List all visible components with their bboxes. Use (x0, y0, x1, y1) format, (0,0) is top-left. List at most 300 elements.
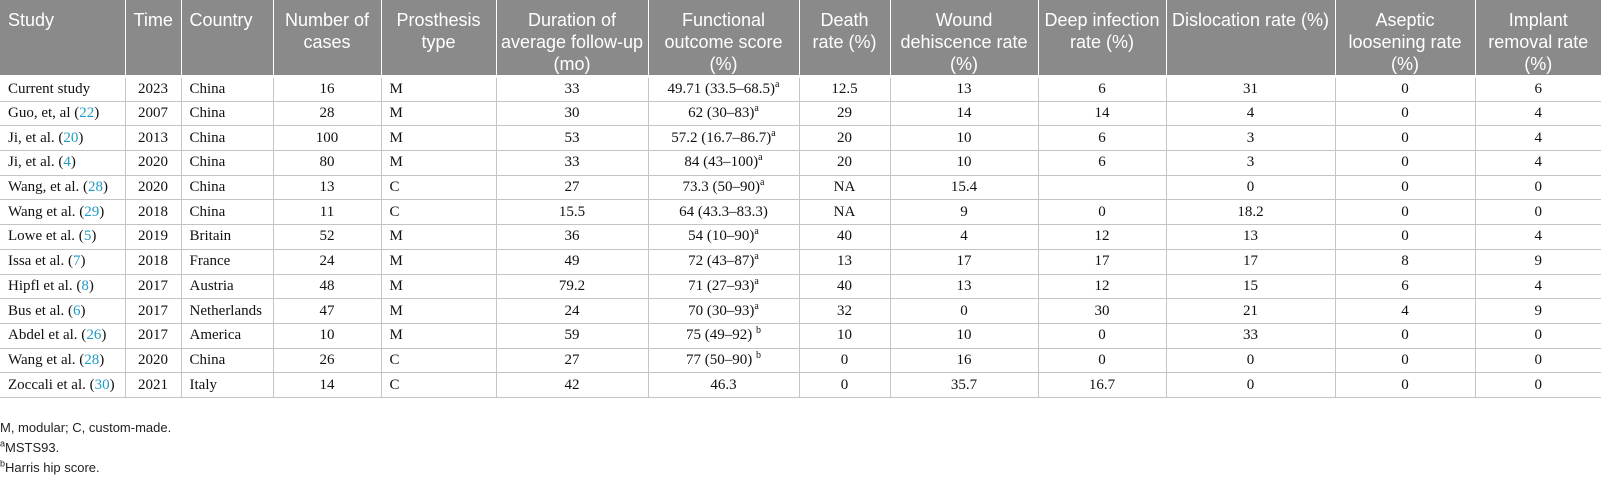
header-score: Functional outcome score (%) (648, 0, 799, 77)
study-name: Hipfl et al. ( (8, 277, 82, 294)
table-row (0, 151, 1601, 176)
cell-dislocation (1166, 225, 1335, 250)
footnote-marker: a (754, 226, 759, 238)
cell-cases-value: 26 (319, 351, 335, 368)
cell-removal-value: 0 (1534, 327, 1542, 344)
cell-country (181, 200, 273, 225)
cell-followup-value: 49 (564, 253, 580, 270)
footnote-text: MSTS93. (5, 440, 60, 455)
cell-removal (1475, 77, 1601, 102)
cell-country-value: Italy (189, 376, 217, 393)
footnote-marker: a (0, 438, 6, 449)
cell-dislocation (1166, 200, 1335, 225)
cell-cases-value: 16 (319, 80, 335, 97)
cell-infection-value: 16.7 (1088, 376, 1116, 393)
cell-country (181, 274, 273, 299)
cell-dislocation (1166, 249, 1335, 274)
cell-time-value: 2019 (138, 228, 168, 245)
cell-score-value: 57.2 (16.7–86.7) (671, 129, 772, 146)
cell-wound (890, 249, 1038, 274)
cell-time-value: 2020 (138, 179, 168, 196)
cell-time (125, 225, 181, 250)
reference-link[interactable]: 26 (86, 327, 102, 344)
cell-loosening (1335, 126, 1475, 151)
cell-wound (890, 200, 1038, 225)
header-row (0, 0, 1601, 77)
cell-type-value: C (389, 179, 400, 196)
reference-link[interactable]: 8 (81, 277, 89, 294)
cell-cases-value: 48 (319, 277, 335, 294)
cell-infection (1038, 299, 1166, 324)
cell-cases (273, 200, 381, 225)
cell-wound (890, 299, 1038, 324)
cell-type (381, 126, 496, 151)
cell-type-value: M (389, 253, 403, 270)
reference-link[interactable]: 30 (94, 376, 110, 393)
cell-removal-value: 4 (1534, 129, 1542, 146)
cell-death (799, 101, 890, 126)
cell-type (381, 151, 496, 176)
reference-link[interactable]: 6 (73, 302, 81, 319)
cell-infection (1038, 101, 1166, 126)
cell-removal (1475, 373, 1601, 398)
cell-type-value: C (389, 351, 400, 368)
cell-score (648, 200, 799, 225)
cell-time (125, 101, 181, 126)
study-name: Bus et al. ( (8, 302, 73, 319)
cell-infection-value: 12 (1094, 228, 1110, 245)
reference-link[interactable]: 7 (72, 253, 81, 270)
header-loosening: Aseptic loosening rate (%) (1335, 0, 1475, 77)
cell-loosening-value: 0 (1401, 228, 1409, 245)
study-name: Abdel et al. ( (8, 327, 87, 344)
cell-infection (1038, 225, 1166, 250)
cell-wound-value: 16 (956, 351, 972, 368)
cell-death (799, 200, 890, 225)
cell-removal-value: 0 (1534, 376, 1542, 393)
cell-score (648, 299, 799, 324)
cell-removal (1475, 101, 1601, 126)
cell-dislocation (1166, 101, 1335, 126)
cell-death (799, 373, 890, 398)
cell-death (799, 151, 890, 176)
cell-death-value: 32 (837, 302, 852, 319)
cell-cases-value: 47 (319, 302, 335, 319)
study-name: Guo, et, al ( (8, 105, 80, 122)
cell-removal (1475, 225, 1601, 250)
cell-type-value: M (389, 129, 403, 146)
cell-score-value: 75 (49–92) (686, 327, 756, 344)
cell-infection (1038, 323, 1166, 348)
study-name: Ji, et al. ( (8, 129, 64, 146)
cell-infection-value: 14 (1094, 105, 1110, 122)
study-name: Current study (8, 80, 91, 97)
cell-removal (1475, 274, 1601, 299)
cell-cases-value: 13 (319, 179, 335, 196)
cell-time (125, 299, 181, 324)
cell-dislocation-value: 4 (1246, 105, 1255, 122)
cell-loosening-value: 0 (1401, 203, 1409, 220)
cell-wound (890, 373, 1038, 398)
cell-death (799, 225, 890, 250)
cell-cases (273, 126, 381, 151)
footnote-marker: a (760, 177, 765, 189)
cell-cases-value: 11 (319, 203, 335, 220)
table-row (0, 77, 1601, 102)
footnote (0, 458, 171, 478)
reference-link[interactable]: 4 (63, 154, 71, 171)
cell-removal-value: 4 (1534, 228, 1542, 245)
cell-loosening (1335, 200, 1475, 225)
cell-wound (890, 101, 1038, 126)
cell-loosening-value: 6 (1401, 277, 1409, 294)
cell-loosening (1335, 323, 1475, 348)
cell-type (381, 373, 496, 398)
cell-cases (273, 323, 381, 348)
cell-infection (1038, 348, 1166, 373)
cell-wound-value: 9 (960, 203, 968, 220)
cell-followup-value: 53 (564, 129, 580, 146)
cell-followup-value: 30 (564, 105, 580, 122)
cell-wound (890, 175, 1038, 200)
cell-infection (1038, 373, 1166, 398)
cell-dislocation-value: 17 (1243, 253, 1258, 270)
cell-country (181, 323, 273, 348)
cell-wound (890, 77, 1038, 102)
cell-wound-value: 4 (960, 228, 968, 245)
cell-infection (1038, 77, 1166, 102)
cell-country-value: China (189, 203, 226, 220)
cell-wound-value: 35.7 (950, 376, 978, 393)
cell-followup (496, 126, 648, 151)
cell-followup-value: 24 (564, 302, 580, 319)
cell-followup (496, 151, 648, 176)
reference-link[interactable]: 28 (84, 351, 100, 368)
cell-dislocation-value: 0 (1246, 376, 1255, 393)
table-row (0, 225, 1601, 250)
cell-study: Issa et al. (7) (0, 249, 125, 274)
cell-country (181, 101, 273, 126)
cell-country-value: Britain (189, 228, 232, 245)
cell-loosening-value: 0 (1401, 129, 1409, 146)
footnote-marker: a (758, 152, 763, 164)
cell-study: Lowe et al. (5) (0, 225, 125, 250)
cell-cases-value: 24 (319, 253, 335, 270)
table-row (0, 299, 1601, 324)
cell-wound-value: 13 (956, 277, 972, 294)
cell-infection (1038, 175, 1166, 200)
cell-wound-value: 14 (956, 105, 972, 122)
cell-cases (273, 77, 381, 102)
cell-time (125, 175, 181, 200)
cell-time (125, 348, 181, 373)
header-dislocation: Dislocation rate (%) (1166, 0, 1335, 77)
cell-death-value: 12.5 (831, 80, 858, 97)
cell-infection-value: 6 (1098, 80, 1106, 97)
cell-type (381, 101, 496, 126)
cell-score-value: 84 (43–100) (684, 154, 759, 171)
header-type: Prosthesis type (381, 0, 496, 77)
cell-death (799, 249, 890, 274)
cell-followup-value: 42 (564, 376, 580, 393)
cell-time-value: 2018 (138, 253, 168, 270)
cell-loosening (1335, 175, 1475, 200)
cell-score-value: 49.71 (33.5–68.5) (667, 80, 776, 97)
cell-loosening (1335, 101, 1475, 126)
footnote-marker: b (756, 349, 761, 361)
cell-score-value: 70 (30–93) (688, 302, 755, 319)
cell-dislocation (1166, 348, 1335, 373)
cell-cases (273, 175, 381, 200)
cell-dislocation (1166, 77, 1335, 102)
cell-dislocation-value: 13 (1243, 228, 1258, 245)
cell-type-value: M (389, 154, 403, 171)
cell-followup (496, 77, 648, 102)
cell-infection (1038, 151, 1166, 176)
footnote-marker: b (0, 458, 6, 469)
cell-type (381, 348, 496, 373)
cell-score (648, 373, 799, 398)
cell-score-value: 46.3 (710, 376, 737, 393)
reference-link[interactable]: 22 (79, 105, 95, 122)
cell-country-value: France (189, 253, 231, 270)
cell-wound (890, 348, 1038, 373)
cell-cases-value: 80 (319, 154, 335, 171)
cell-removal-value: 0 (1534, 351, 1542, 368)
cell-study: Ji, et al. (20) (0, 126, 125, 151)
cell-score-value: 62 (30–83) (688, 105, 755, 122)
reference-link[interactable]: 20 (63, 129, 79, 146)
cell-cases-value: 28 (319, 105, 335, 122)
header-wound: Wound dehiscence rate (%) (890, 0, 1038, 77)
cell-type-value: C (389, 203, 400, 220)
cell-country-value: Austria (189, 277, 234, 294)
cell-country (181, 151, 273, 176)
cell-wound (890, 323, 1038, 348)
reference-link[interactable]: 29 (84, 203, 100, 220)
cell-infection (1038, 274, 1166, 299)
cell-country (181, 249, 273, 274)
cell-loosening-value: 0 (1401, 179, 1409, 196)
header-study: Study (0, 0, 125, 77)
table-body (0, 77, 1601, 398)
cell-country (181, 299, 273, 324)
cell-type (381, 323, 496, 348)
cell-time (125, 77, 181, 102)
cell-time-value: 2020 (138, 154, 168, 171)
cell-wound (890, 151, 1038, 176)
footnote-marker: a (754, 275, 759, 287)
cell-cases (273, 151, 381, 176)
cell-type (381, 249, 496, 274)
cell-country-value: China (189, 129, 226, 146)
cell-country-value: America (189, 327, 242, 344)
cell-loosening (1335, 373, 1475, 398)
study-name: Wang et al. ( (8, 351, 85, 368)
cell-study: Zoccali et al. (30) (0, 373, 125, 398)
header-time: Time (125, 0, 181, 77)
cell-removal-value: 4 (1534, 277, 1542, 294)
cell-followup-value: 59 (564, 327, 580, 344)
table-row (0, 373, 1601, 398)
cell-time-value: 2017 (138, 277, 168, 294)
header-cases: Number of cases (273, 0, 381, 77)
cell-followup (496, 373, 648, 398)
cell-dislocation-value: 0 (1246, 179, 1255, 196)
cell-followup (496, 225, 648, 250)
cell-time-value: 2020 (138, 351, 168, 368)
cell-infection-value: 6 (1098, 154, 1106, 171)
cell-study: Wang, et al. (28) (0, 175, 125, 200)
cell-removal (1475, 323, 1601, 348)
cell-score (648, 348, 799, 373)
cell-score (648, 101, 799, 126)
cell-score-value: 64 (43.3–83.3) (679, 203, 768, 220)
cell-study: Hipfl et al. (8) (0, 274, 125, 299)
cell-loosening (1335, 151, 1475, 176)
cell-score-value: 72 (43–87) (688, 253, 755, 270)
cell-type-value: M (389, 277, 403, 294)
cell-study: Wang et al. (29) (0, 200, 125, 225)
study-name: Wang et al. ( (8, 203, 85, 220)
cell-dislocation-value: 3 (1246, 154, 1255, 171)
cell-study: Wang et al. (28) (0, 348, 125, 373)
cell-wound (890, 126, 1038, 151)
header-death: Death rate (%) (799, 0, 890, 77)
cell-followup-value: 36 (564, 228, 580, 245)
cell-death (799, 126, 890, 151)
cell-removal-value: 4 (1534, 154, 1542, 171)
cell-cases (273, 225, 381, 250)
cell-infection-value: 17 (1094, 253, 1110, 270)
cell-followup (496, 323, 648, 348)
cell-loosening-value: 0 (1401, 80, 1409, 97)
cell-removal (1475, 175, 1601, 200)
header-infection: Deep infection rate (%) (1038, 0, 1166, 77)
reference-link[interactable]: 5 (83, 228, 92, 245)
cell-removal-value: 9 (1534, 253, 1542, 270)
cell-dislocation (1166, 175, 1335, 200)
cell-followup-value: 27 (564, 179, 580, 196)
cell-cases-value: 14 (319, 376, 335, 393)
cell-wound-value: 10 (956, 327, 972, 344)
cell-type (381, 225, 496, 250)
header-country: Country (181, 0, 273, 77)
cell-country-value: Netherlands (189, 302, 262, 319)
cell-type-value: C (389, 376, 400, 393)
cell-removal (1475, 200, 1601, 225)
cell-study: Abdel et al. (26) (0, 323, 125, 348)
cell-loosening (1335, 249, 1475, 274)
cell-death (799, 348, 890, 373)
cell-cases (273, 249, 381, 274)
study-name: Ji, et al. ( (8, 154, 64, 171)
cell-country-value: China (189, 105, 226, 122)
cell-score (648, 323, 799, 348)
cell-dislocation (1166, 126, 1335, 151)
cell-dislocation-value: 31 (1243, 80, 1258, 97)
cell-removal-value: 4 (1534, 105, 1542, 122)
cell-loosening (1335, 299, 1475, 324)
cell-dislocation (1166, 274, 1335, 299)
cell-loosening-value: 0 (1401, 154, 1409, 171)
table-row (0, 323, 1601, 348)
cell-dislocation-value: 33 (1243, 327, 1258, 344)
cell-infection-value: 30 (1094, 302, 1110, 319)
cell-removal (1475, 299, 1601, 324)
cell-removal (1475, 151, 1601, 176)
cell-dislocation-value: 21 (1243, 302, 1258, 319)
cell-time (125, 151, 181, 176)
footnote-text: M, modular; C, custom-made. (0, 420, 172, 435)
cell-type-value: M (389, 228, 403, 245)
cell-cases (273, 299, 381, 324)
cell-infection (1038, 126, 1166, 151)
footnote-marker: a (754, 103, 759, 115)
cell-country (181, 225, 273, 250)
cell-death-value: 20 (837, 129, 852, 146)
cell-loosening (1335, 274, 1475, 299)
cell-type (381, 200, 496, 225)
cell-score (648, 151, 799, 176)
footnote (0, 438, 171, 458)
cell-death-value: 40 (837, 277, 852, 294)
cell-removal-value: 9 (1534, 302, 1542, 319)
cell-death (799, 299, 890, 324)
table-row (0, 200, 1601, 225)
cell-score (648, 175, 799, 200)
cell-type (381, 77, 496, 102)
cell-loosening (1335, 77, 1475, 102)
cell-wound-value: 13 (956, 80, 972, 97)
cell-time-value: 2023 (138, 80, 168, 97)
table-row (0, 348, 1601, 373)
cell-death (799, 175, 890, 200)
cell-study: Ji, et al. (4) (0, 151, 125, 176)
cell-dislocation-value: 15 (1243, 277, 1258, 294)
reference-link[interactable]: 28 (88, 179, 104, 196)
cell-infection (1038, 249, 1166, 274)
cell-time (125, 249, 181, 274)
cell-time-value: 2007 (138, 105, 168, 122)
cell-wound-value: 15.4 (950, 179, 978, 196)
footnote-marker: a (754, 251, 759, 263)
cell-death-value: 0 (840, 351, 849, 368)
cell-followup-value: 79.2 (558, 277, 586, 294)
cell-loosening-value: 0 (1401, 327, 1409, 344)
cell-dislocation (1166, 151, 1335, 176)
cell-followup-value: 33 (564, 154, 580, 171)
cell-followup-value: 33 (564, 80, 580, 97)
cell-followup (496, 348, 648, 373)
cell-time-value: 2013 (138, 129, 168, 146)
table-row (0, 274, 1601, 299)
cell-death (799, 77, 890, 102)
cell-score (648, 126, 799, 151)
cell-infection-value: 0 (1098, 203, 1106, 220)
cell-removal (1475, 348, 1601, 373)
cell-removal-value: 0 (1534, 203, 1542, 220)
cell-country-value: China (189, 80, 226, 97)
cell-score-value: 77 (50–90) (686, 351, 756, 368)
cell-dislocation (1166, 299, 1335, 324)
cell-death-value: NA (833, 179, 856, 196)
cell-death-value: 20 (837, 154, 852, 171)
table-row (0, 249, 1601, 274)
cell-cases-value: 10 (319, 327, 335, 344)
cell-loosening-value: 0 (1401, 376, 1409, 393)
cell-time (125, 200, 181, 225)
